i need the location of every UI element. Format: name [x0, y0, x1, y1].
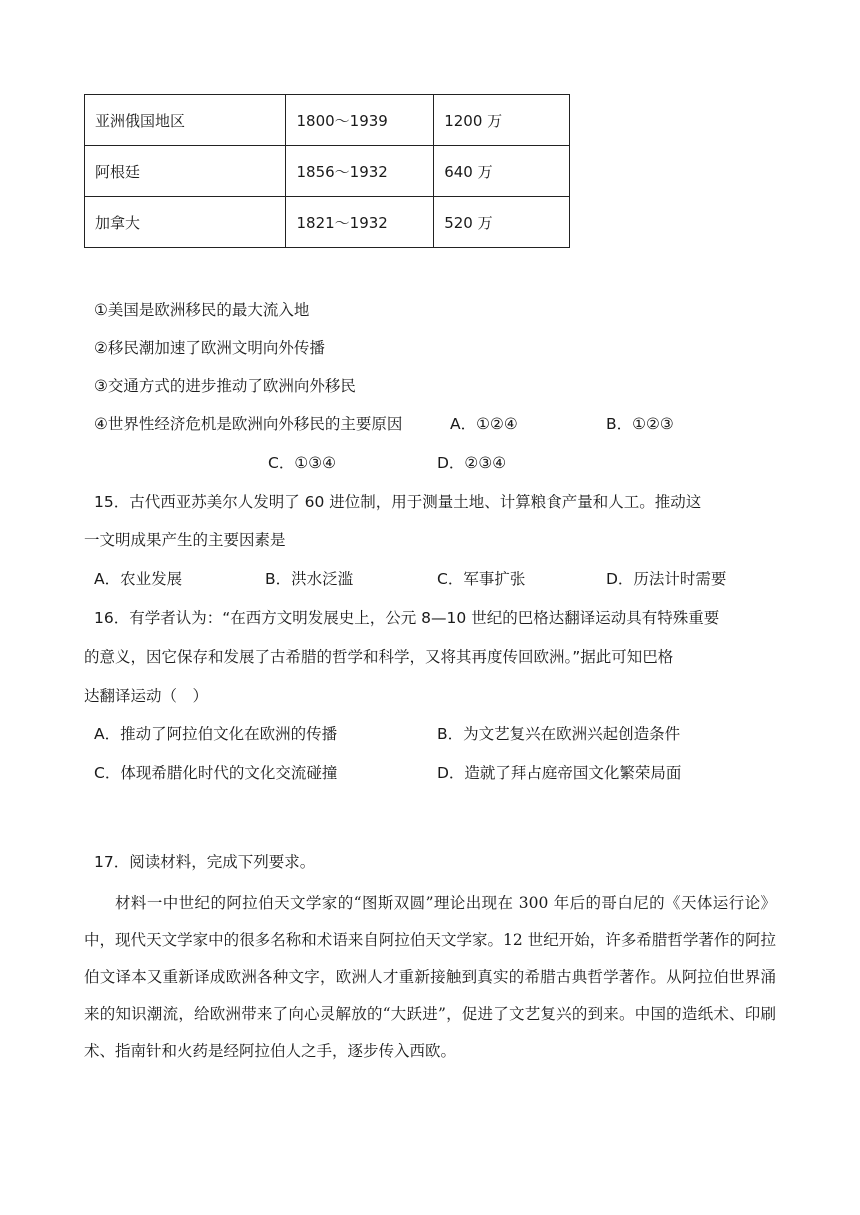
q14-option-a: A．①②④: [450, 415, 518, 433]
table-row: [85, 95, 570, 146]
q14-statement-4: ④世界性经济危机是欧洲向外移民的主要原因: [94, 415, 403, 433]
q14-option-b: B．①②③: [606, 415, 674, 433]
q16-option-a: A．推动了阿拉伯文化在欧洲的传播: [94, 725, 338, 743]
q15-stem-line-1: 15．古代西亚苏美尔人发明了 60 进位制，用于测量土地、计算粮食产量和人工。推动这: [94, 493, 702, 511]
q16-option-d: D．造就了拜占庭帝国文化繁荣局面: [437, 764, 682, 782]
q17-material-paragraph: 材料一中世纪的阿拉伯天文学家的“图斯双圆”理论出现在 300 年后的哥白尼的《天体运行论》中，现代天文学家中的很多名称和术语来自阿拉伯天文学家。12 世纪开始，许多希腊哲学著作的阿拉伯文译本又重新译成欧洲各种文字，欧洲人才重新接触到真实的希腊古典哲学著作。从阿拉伯世界涌来的知识潮流，给欧洲带来了向心灵解放的“大跃进”，促进了文艺复兴的到来。中国的造纸术、印刷术、指南针和火药是经阿拉伯人之手，逐步传入西欧。: [84, 894, 776, 1060]
table-cell-count: 640 万: [434, 146, 570, 197]
q16-stem-line-3: 达翻译运动（ ）: [84, 687, 209, 705]
q16-stem-line-2: 的意义，因它保存和发展了古希腊的哲学和科学，又将其再度传回欧洲。”据此可知巴格: [84, 648, 674, 666]
table-cell-region: 阿根廷: [85, 146, 286, 197]
table-row: [85, 146, 570, 197]
q14-option-d: D．②③④: [437, 454, 507, 472]
table-cell-region: 加拿大: [85, 197, 286, 248]
table-cell-period: 1800～1939: [286, 95, 434, 146]
q15-option-c: C．军事扩张: [437, 570, 526, 588]
table-cell-period: 1821～1932: [286, 197, 434, 248]
q14-statement-2: ②移民潮加速了欧洲文明向外传播: [94, 339, 325, 357]
table-cell-period: 1856～1932: [286, 146, 434, 197]
table-cell-region: 亚洲俄国地区: [85, 95, 286, 146]
migration-table: [84, 94, 570, 248]
q15-stem-line-2: 一文明成果产生的主要因素是: [84, 531, 286, 549]
table-cell-count: 1200 万: [434, 95, 570, 146]
q17-title: 17．阅读材料，完成下列要求。: [94, 853, 316, 871]
q16-stem-line-1: 16．有学者认为：“在西方文明发展史上，公元 8—10 世纪的巴格达翻译运动具有特殊重要: [94, 609, 720, 627]
table-cell-count: 520 万: [434, 197, 570, 248]
q16-option-c: C．体现希腊化时代的文化交流碰撞: [94, 764, 338, 782]
q14-statement-1: ①美国是欧洲移民的最大流入地: [94, 301, 310, 319]
table-row: [85, 197, 570, 248]
q16-option-b: B．为文艺复兴在欧洲兴起创造条件: [437, 725, 681, 743]
q15-option-a: A．农业发展: [94, 570, 183, 588]
q14-statement-3: ③交通方式的进步推动了欧洲向外移民: [94, 377, 356, 395]
q15-option-b: B．洪水泛滥: [265, 570, 354, 588]
q14-option-c: C．①③④: [268, 454, 337, 472]
q15-option-d: D．历法计时需要: [606, 570, 727, 588]
